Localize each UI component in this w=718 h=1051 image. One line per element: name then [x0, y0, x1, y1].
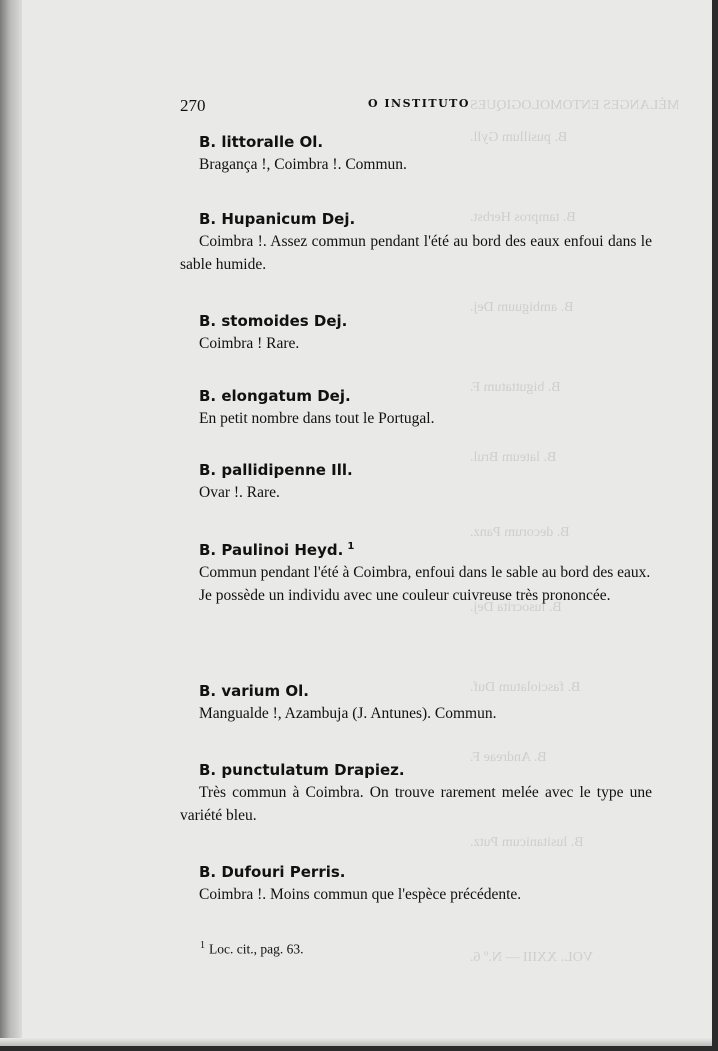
species-entry: [180, 536, 652, 607]
species-description: En petit nombre dans tout le Portugal.: [199, 410, 435, 427]
species-name-text: B. Paulinoi Heyd.: [199, 541, 344, 559]
species-description: Commun pendant l'été à Coimbra, enfoui dans le sable au bord des eaux.: [199, 564, 651, 581]
species-description: Très commun à Coimbra. On trouve rarement melée avec le type une variété bleu.: [180, 784, 652, 824]
species-entry: [180, 310, 652, 355]
bleed-through-text: B. pusillum Gyll.: [470, 130, 568, 145]
running-title: O INSTITUTO: [368, 97, 470, 110]
bleed-through-text: B. lusitanicum Putz.: [470, 835, 584, 850]
bleed-through-text: B. fasciolatum Duf.: [470, 680, 581, 695]
bleed-through-text: B. lateum Brul.: [470, 450, 557, 465]
footnote: [200, 940, 303, 958]
bleed-through-text: VOL. XXIII — N.º 6.: [470, 950, 593, 965]
footnote-mark: 1: [200, 940, 205, 951]
species-entry: [180, 861, 652, 906]
species-entry: [180, 131, 652, 176]
species-entry: [180, 459, 652, 504]
species-entry: [180, 680, 652, 725]
bleed-through-text: B. Andreae F.: [470, 750, 547, 765]
page-number: 270: [180, 96, 206, 115]
species-entry: [180, 759, 652, 827]
footnote-text: Loc. cit., pag. 63.: [209, 941, 304, 957]
species-description: Coimbra ! Rare.: [199, 335, 300, 352]
page-bottom-edge: [0, 1038, 712, 1046]
species-name: B. stomoides Dej.: [199, 312, 348, 330]
page-binding: [0, 0, 22, 1046]
species-name: B. pallidipenne Ill.: [199, 461, 353, 479]
bleed-through-text: B. lusocrita Dej.: [470, 600, 562, 615]
species-name: B. Hupanicum Dej.: [199, 210, 356, 228]
page-header: [180, 96, 470, 116]
bleed-through-text: B. biguttatum F.: [470, 380, 561, 395]
bleed-through-text: MÉLANGES ENTOMOLOGIQUES: [470, 98, 680, 113]
bleed-through-text: B. decorum Panz.: [470, 525, 570, 540]
species-name: B. Dufouri Perris.: [199, 863, 346, 881]
bleed-through-text: B. tampros Herbst.: [470, 210, 576, 225]
species-entry: [180, 385, 652, 430]
species-name: B. varium Ol.: [199, 682, 309, 700]
species-description: Je possède un individu avec une couleur cuivreuse très prononcée.: [199, 587, 611, 604]
species-description: Mangualde !, Azambuja (J. Antunes). Commun.: [199, 705, 497, 722]
footnote-reference: 1: [347, 541, 355, 552]
species-description: Coimbra !. Assez commun pendant l'été au bord des eaux enfoui dans le sable humide.: [180, 233, 652, 273]
bleed-through-text: B. ambiguum Dej.: [470, 300, 574, 315]
species-description: Bragança !, Coimbra !. Commun.: [199, 156, 407, 173]
species-name: B. elongatum Dej.: [199, 387, 351, 405]
species-description: Coimbra !. Moins commun que l'espèce précédente.: [199, 886, 522, 903]
species-name: B. punctulatum Drapiez.: [199, 761, 405, 779]
species-description: Ovar !. Rare.: [199, 484, 280, 501]
species-name: [199, 536, 652, 561]
species-entry: [180, 208, 652, 276]
species-name: B. littoralle Ol.: [199, 133, 324, 151]
